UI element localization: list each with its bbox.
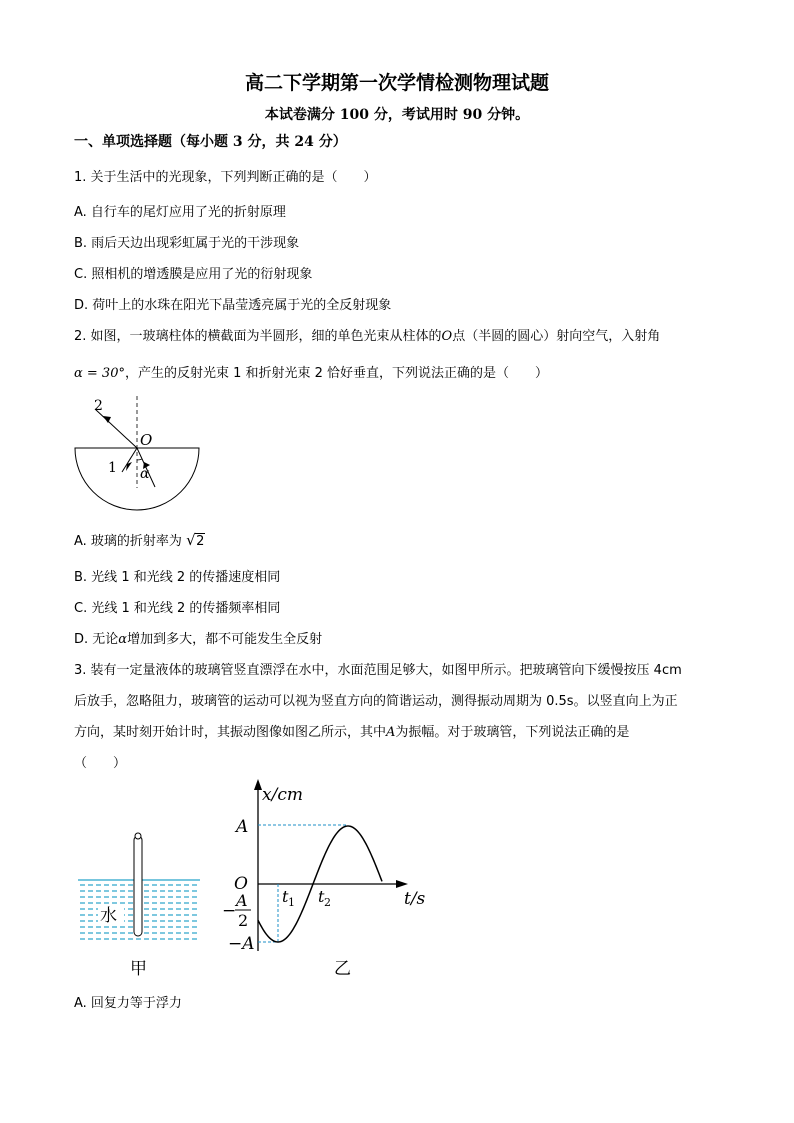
label-t2-sub: 2 [324, 896, 331, 909]
q2-option-a-text: A. 玻璃的折射率为 [74, 534, 182, 549]
q2-option-a [74, 530, 205, 549]
q1-option-a: A. 自行车的尾灯应用了光的折射原理 [74, 205, 286, 220]
q1-option-b: B. 雨后天边出现彩虹属于光的干涉现象 [74, 236, 300, 251]
caption-jia: 甲 [130, 959, 147, 979]
label-t2: t [318, 887, 325, 906]
label-half-a-sign: − [222, 901, 237, 921]
q3-stem-line2: 后放手，忽略阻力，玻璃管的运动可以视为竖直方向的简谐运动，测得振动周期为 0.5s。以竖直向上为正 [74, 694, 678, 709]
q2-option-d [74, 628, 322, 647]
q2-option-d-alpha: α [118, 632, 128, 647]
label-center-o: O [140, 431, 153, 449]
q3-stem-line3b: 为振幅。对于玻璃管，下列说法正确的是 [395, 725, 630, 740]
x-axis-arrow-icon [396, 880, 408, 888]
label-negative-a: −A [228, 934, 255, 954]
q2-alpha-equation: α = 30° [74, 366, 125, 381]
sqrt-expression: √ 2 [186, 531, 205, 549]
x-axis-label: t/s [404, 889, 426, 909]
refracted-ray [95, 409, 137, 448]
y-axis-arrow-icon [254, 779, 262, 790]
label-t1-sub: 1 [288, 896, 295, 909]
label-t1: t [282, 887, 289, 906]
label-ray-1: 1 [108, 460, 117, 476]
glass-tube [134, 836, 142, 936]
alpha-arc [137, 459, 142, 460]
caption-yi: 乙 [334, 959, 351, 979]
q1-stem: 1. 关于生活中的光现象，下列判断正确的是（ ） [74, 170, 377, 185]
section-heading: 一、单项选择题（每小题 3 分，共 24 分） [74, 134, 347, 150]
exam-info: 本试卷满分 100 分，考试用时 90 分钟。 [264, 107, 530, 123]
q2-stem-c: ，产生的反射光束 1 和折射光束 2 恰好垂直，下列说法正确的是（ ） [124, 366, 549, 381]
q3-figure-jia [72, 822, 212, 982]
q2-stem-b: 点（半圆的圆心）射向空气，入射角 [452, 329, 661, 344]
q2-option-c: C. 光线 1 和光线 2 的传播频率相同 [74, 601, 281, 616]
q3-stem-line3 [74, 721, 629, 740]
q3-stem-line3a: 方向，某时刻开始计时，其振动图像如图乙所示，其中 [74, 725, 387, 740]
label-half-a-den: 2 [238, 911, 249, 930]
q2-option-d-post: 增加到多大，都不可能发生全反射 [127, 632, 323, 647]
q2-stem-line1 [74, 325, 660, 344]
label-alpha: α [140, 466, 150, 482]
page-title: 高二下学期第一次学情检测物理试题 [244, 72, 549, 94]
ray2-arrow-icon [103, 416, 111, 423]
tube-top [135, 833, 141, 839]
y-axis-label: x/cm [262, 785, 303, 805]
q3-amplitude-symbol: A [386, 725, 396, 740]
q2-stem-o: O [441, 329, 453, 344]
water-label: 水 [100, 906, 117, 926]
q2-stem-line2 [74, 362, 548, 381]
q2-option-d-pre: D. 无论 [74, 632, 119, 647]
q2-option-b: B. 光线 1 和光线 2 的传播速度相同 [74, 570, 281, 585]
q3-option-a: A. 回复力等于浮力 [74, 996, 182, 1011]
semicircle-outline [75, 448, 199, 510]
label-ray-2: 2 [94, 398, 103, 414]
q1-option-c: C. 照相机的增透膜是应用了光的衍射现象 [74, 267, 313, 282]
q1-option-d: D. 荷叶上的水珠在阳光下晶莹透亮属于光的全反射现象 [74, 298, 392, 313]
q2-stem-a: 2. 如图，一玻璃柱体的横截面为半圆形，细的单色光束从柱体的 [74, 329, 442, 344]
q3-answer-blank: （ ） [74, 756, 127, 771]
q2-semicircle-figure [70, 392, 210, 517]
label-a: A [236, 817, 249, 837]
q3-figure-yi [222, 776, 432, 981]
reflected-ray [122, 448, 137, 472]
label-origin: O [234, 874, 248, 894]
label-half-a-num: A [236, 891, 248, 910]
q3-stem-line1: 3. 装有一定量液体的玻璃管竖直漂浮在水中，水面范围足够大，如图甲所示。把玻璃管向下缓慢按压 4cm [74, 663, 682, 678]
sqrt-radicand: 2 [196, 534, 205, 549]
